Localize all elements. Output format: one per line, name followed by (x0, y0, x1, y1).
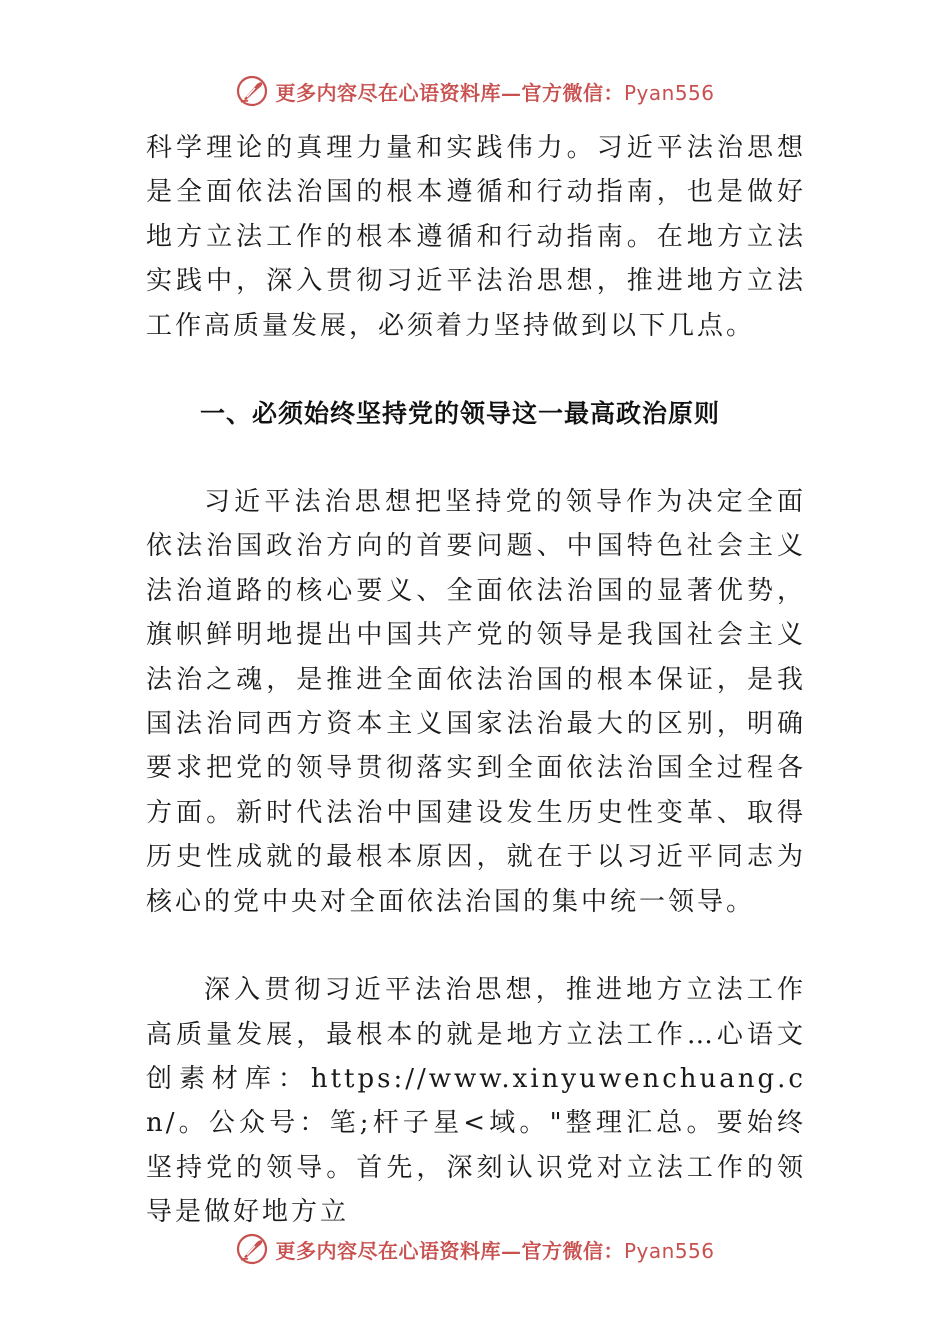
watermark-text: 更多内容尽在心语资料库—官方微信：Pyan556 (275, 80, 715, 105)
paragraph-3: 深入贯彻习近平法治思想，推进地方立法工作高质量发展，最根本的就是地方立法工作…心语文创素材库：https://www.xinyuwenchuang.cn/。公众号：笔;杆子星<域。"整理汇总。要始终坚持党的领导。首先，深刻认识党对立法工作的领导是做好地方立 (146, 975, 806, 1228)
pen-quill-circle-icon (235, 74, 269, 108)
paragraph-2: 习近平法治思想把坚持党的领导作为决定全面依法治国政治方向的首要问题、中国特色社会主义法治道路的核心要义、全面依法治国的显著优势，旗帜鲜明地提出中国共产党的领导是我国社会主义法治之魂，是推进全面依法治国的根本保证，是我国法治同西方资本主义国家法治最大的区别，明确要求把党的领导贯彻落实到全面依法治国全过程各方面。新时代法治中国建设发生历史性变革、取得历史性成就的最根本原因，就在于以习近平同志为核心的党中央对全面依法治国的集中统一领导。 (146, 487, 806, 917)
header-watermark (0, 74, 950, 108)
document-body (146, 126, 806, 1235)
spacer (146, 348, 806, 392)
pen-quill-circle-icon (235, 1232, 269, 1266)
spacer (146, 436, 806, 480)
watermark-wechat-id: Pyan556 (623, 80, 715, 105)
paragraph-1: 科学理论的真理力量和实践伟力。习近平法治思想是全面依法治国的根本遵循和行动指南，也是做好地方立法工作的根本遵循和行动指南。在地方立法实践中，深入贯彻习近平法治思想，推进地方立法工作高质量发展，必须着力坚持做到以下几点。 (146, 133, 806, 341)
watermark-wechat-id: Pyan556 (623, 1238, 715, 1263)
section-heading-1: 一、必须始终坚持党的领导这一最高政治原则 (200, 399, 721, 429)
footer-watermark (0, 1232, 950, 1266)
watermark-text: 更多内容尽在心语资料库—官方微信：Pyan556 (275, 1238, 715, 1263)
